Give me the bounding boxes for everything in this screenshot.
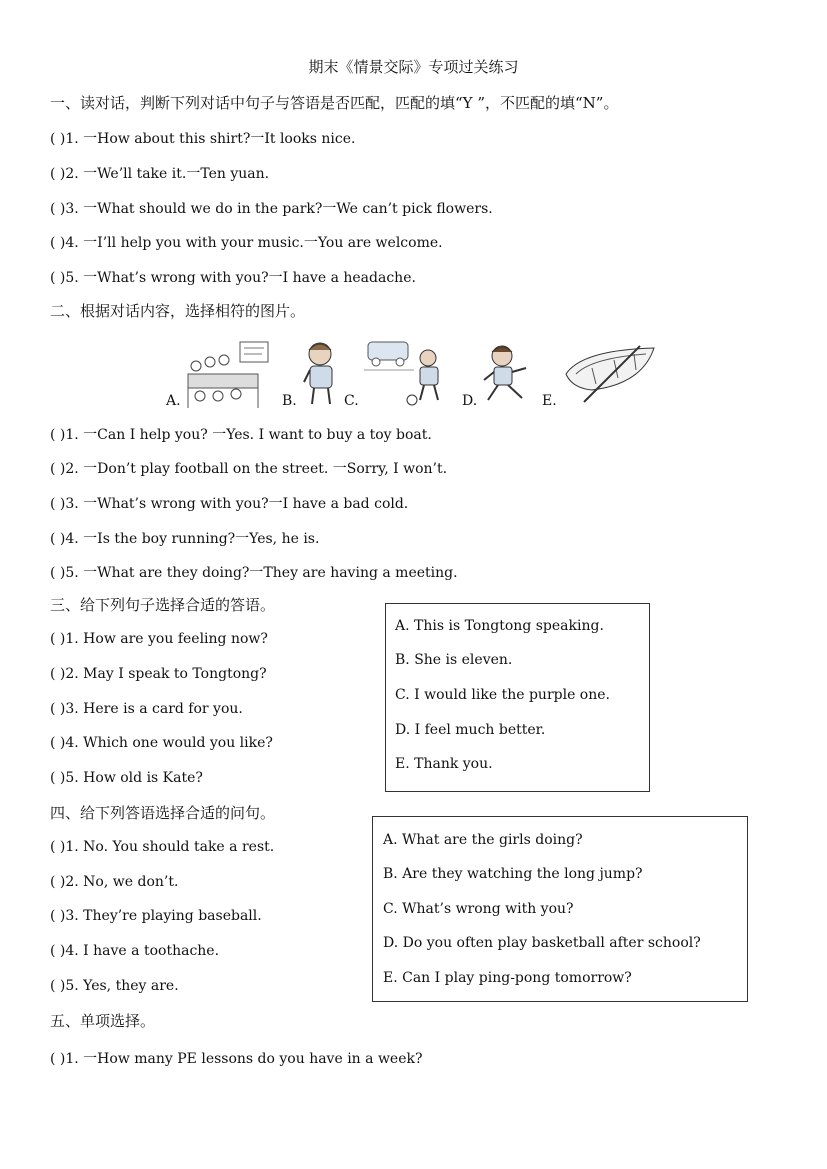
s3-item-5: ( )5. How old is Kate? bbox=[50, 770, 203, 786]
street-football-picture bbox=[364, 336, 450, 408]
s4-option-d: D. Do you often play basketball after school? bbox=[383, 935, 701, 951]
section-1-heading: 一、读对话，判断下列对话中句子与答语是否匹配，匹配的填“Y ”，不匹配的填“N”。 bbox=[50, 94, 619, 112]
s4-item-3: ( )3. They’re playing baseball. bbox=[50, 908, 262, 924]
sick-boy-picture bbox=[298, 338, 348, 408]
s1-item-4: ( )4. 一I’ll help you with your music.一You are welcome. bbox=[50, 235, 443, 251]
s4-option-a: A. What are the girls doing? bbox=[383, 832, 583, 848]
s2-item-4: ( )4. 一Is the boy running?一Yes, he is. bbox=[50, 531, 320, 547]
running-boy-picture bbox=[482, 342, 536, 408]
s4-item-2: ( )2. No, we don’t. bbox=[50, 874, 179, 890]
picture-label-b: B. bbox=[282, 393, 297, 409]
picture-label-d: D. bbox=[462, 393, 478, 409]
s3-option-a: A. This is Tongtong speaking. bbox=[395, 618, 604, 634]
s3-item-2: ( )2. May I speak to Tongtong? bbox=[50, 666, 267, 682]
s4-option-b: B. Are they watching the long jump? bbox=[383, 866, 643, 882]
s4-item-5: ( )5. Yes, they are. bbox=[50, 978, 179, 994]
section-5-heading: 五、单项选择。 bbox=[50, 1012, 156, 1030]
s4-item-1: ( )1. No. You should take a rest. bbox=[50, 839, 275, 855]
s4-option-e: E. Can I play ping-pong tomorrow? bbox=[383, 970, 632, 986]
page-title: 期末《情景交际》专项过关练习 bbox=[308, 58, 519, 76]
s2-item-5: ( )5. 一What are they doing?一They are having a meeting. bbox=[50, 565, 458, 581]
s4-option-c: C. What’s wrong with you? bbox=[383, 901, 574, 917]
s1-item-5: ( )5. 一What’s wrong with you?一I have a headache. bbox=[50, 270, 416, 286]
section-2-heading: 二、根据对话内容，选择相符的图片。 bbox=[50, 302, 306, 320]
s3-option-e: E. Thank you. bbox=[395, 756, 493, 772]
s3-item-1: ( )1. How are you feeling now? bbox=[50, 631, 268, 647]
toy-boat-picture bbox=[562, 344, 658, 406]
s3-item-4: ( )4. Which one would you like? bbox=[50, 735, 273, 751]
s3-option-b: B. She is eleven. bbox=[395, 652, 513, 668]
s3-options-box bbox=[385, 603, 650, 792]
s3-option-c: C. I would like the purple one. bbox=[395, 687, 610, 703]
section-3-heading: 三、给下列句子选择合适的答语。 bbox=[50, 596, 276, 614]
section-4-heading: 四、给下列答语选择合适的问句。 bbox=[50, 804, 276, 822]
s3-item-3: ( )3. Here is a card for you. bbox=[50, 701, 243, 717]
s3-option-d: D. I feel much better. bbox=[395, 722, 546, 738]
s1-item-2: ( )2. 一We’ll take it.一Ten yuan. bbox=[50, 166, 270, 182]
s1-item-3: ( )3. 一What should we do in the park?一We can’t pick flowers. bbox=[50, 201, 493, 217]
s5-item-1: ( )1. 一How many PE lessons do you have in a week? bbox=[50, 1051, 423, 1067]
picture-label-e: E. bbox=[542, 393, 557, 409]
s2-item-3: ( )3. 一What’s wrong with you?一I have a bad cold. bbox=[50, 496, 409, 512]
s1-item-1: ( )1. 一How about this shirt?一It looks nice. bbox=[50, 131, 356, 147]
s4-options-box bbox=[372, 816, 748, 1002]
picture-label-c: C. bbox=[344, 393, 359, 409]
picture-label-a: A. bbox=[166, 393, 181, 409]
s2-item-1: ( )1. 一Can I help you? 一Yes. I want to buy a toy boat. bbox=[50, 427, 432, 443]
s2-item-2: ( )2. 一Don’t play football on the street. 一Sorry, I won’t. bbox=[50, 461, 448, 477]
meeting-picture bbox=[182, 338, 272, 410]
s4-item-4: ( )4. I have a toothache. bbox=[50, 943, 220, 959]
